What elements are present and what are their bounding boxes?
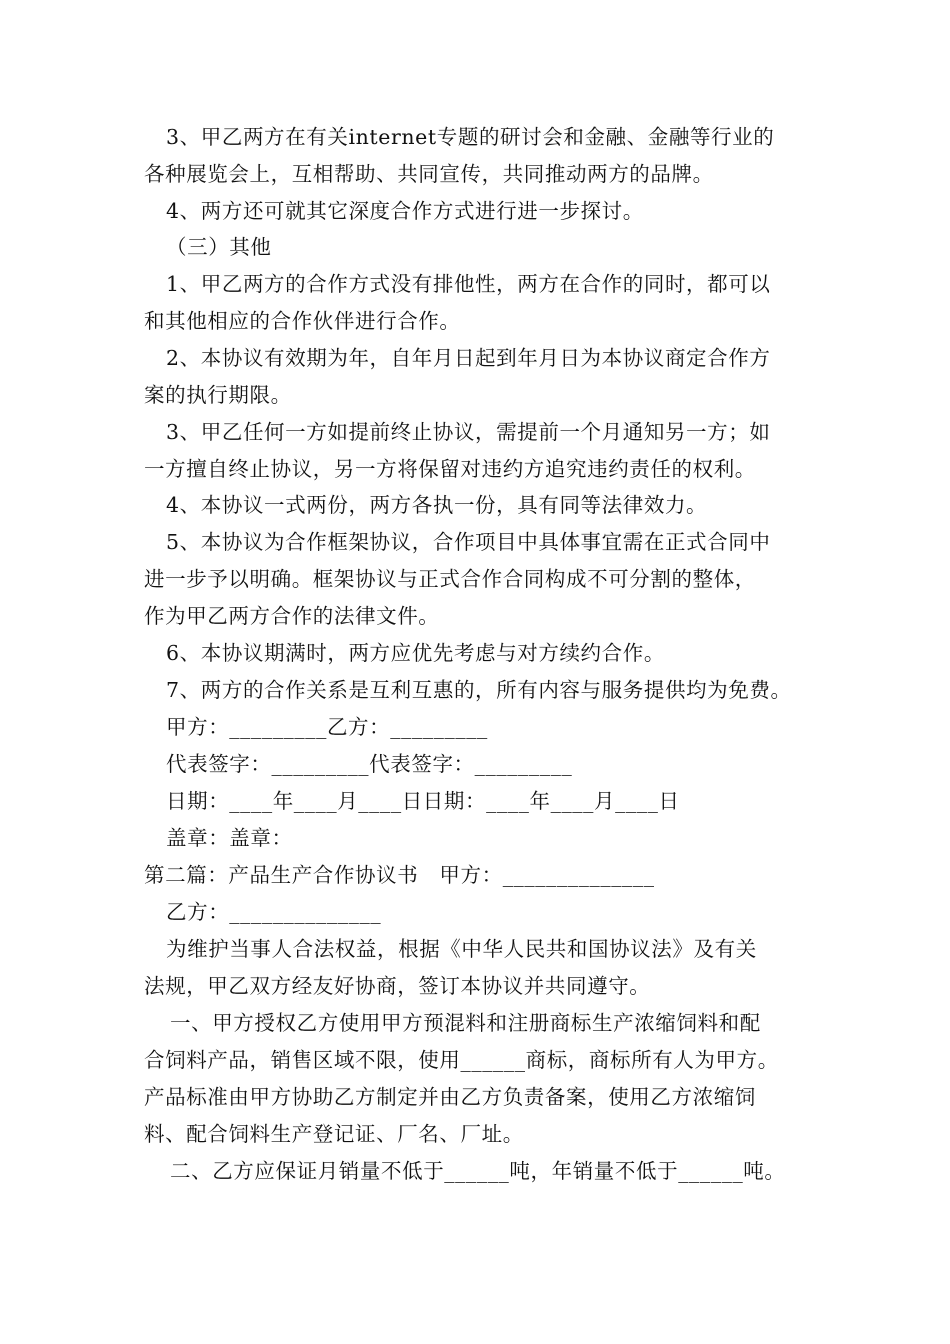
paragraph-line: 为维护当事人合法权益，根据《中华人民共和国协议法》及有关 [166, 937, 757, 961]
second-agreement-title: 第二篇：产品生产合作协议书 甲方：______________ [144, 863, 655, 887]
signature-seal-line: 盖章：盖章： [166, 826, 293, 850]
paragraph-line: 各种展览会上，互相帮助、共同宣传，共同推动两方的品牌。 [144, 162, 714, 186]
paragraph-line: 2、本协议有效期为年，自年月日起到年月日为本协议商定合作方 [166, 346, 771, 370]
paragraph-line: 7、两方的合作关系是互利互惠的，所有内容与服务提供均为免费。 [166, 678, 792, 702]
paragraph-line: 合饲料产品，销售区域不限，使用______商标，商标所有人为甲方。 [144, 1048, 779, 1072]
paragraph-line: 和其他相应的合作伙伴进行合作。 [144, 309, 461, 333]
paragraph-line: 二、乙方应保证月销量不低于______吨，年销量不低于______吨。 [170, 1159, 786, 1183]
signature-date-line: 日期：____年____月____日日期：____年____月____日 [166, 789, 680, 813]
paragraph-line: 3、甲乙两方在有关internet专题的研讨会和金融、金融等行业的 [166, 125, 775, 149]
paragraph-line: 4、本协议一式两份，两方各执一份，具有同等法律效力。 [166, 493, 708, 517]
paragraph-line: 法规，甲乙双方经友好协商，签订本协议并共同遵守。 [144, 974, 651, 998]
paragraph-line: 一、甲方授权乙方使用甲方预混料和注册商标生产浓缩饲料和配 [170, 1011, 761, 1035]
signature-representative-line: 代表签字：_________代表签字：_________ [166, 752, 573, 776]
party-b-line: 乙方：______________ [166, 900, 382, 924]
paragraph-line: 一方擅自终止协议，另一方将保留对违约方追究违约责任的权利。 [144, 457, 756, 481]
paragraph-line: 产品标准由甲方协助乙方制定并由乙方负责备案，使用乙方浓缩饲 [144, 1085, 756, 1109]
paragraph-line: 案的执行期限。 [144, 383, 292, 407]
signature-party-line: 甲方：_________乙方：_________ [166, 715, 488, 739]
section-heading: （三）其他 [166, 235, 272, 259]
paragraph-line: 3、甲乙任何一方如提前终止协议，需提前一个月通知另一方；如 [166, 420, 771, 444]
paragraph-line: 4、两方还可就其它深度合作方式进行进一步探讨。 [166, 199, 644, 223]
paragraph-line: 进一步予以明确。框架协议与正式合作合同构成不可分割的整体， [144, 567, 756, 591]
paragraph-line: 料、配合饲料生产登记证、厂名、厂址。 [144, 1122, 524, 1146]
paragraph-line: 1、甲乙两方的合作方式没有排他性，两方在合作的同时，都可以 [166, 272, 771, 296]
paragraph-line: 5、本协议为合作框架协议，合作项目中具体事宜需在正式合同中 [166, 530, 771, 554]
paragraph-line: 作为甲乙两方合作的法律文件。 [144, 604, 440, 628]
paragraph-line: 6、本协议期满时，两方应优先考虑与对方续约合作。 [166, 641, 665, 665]
